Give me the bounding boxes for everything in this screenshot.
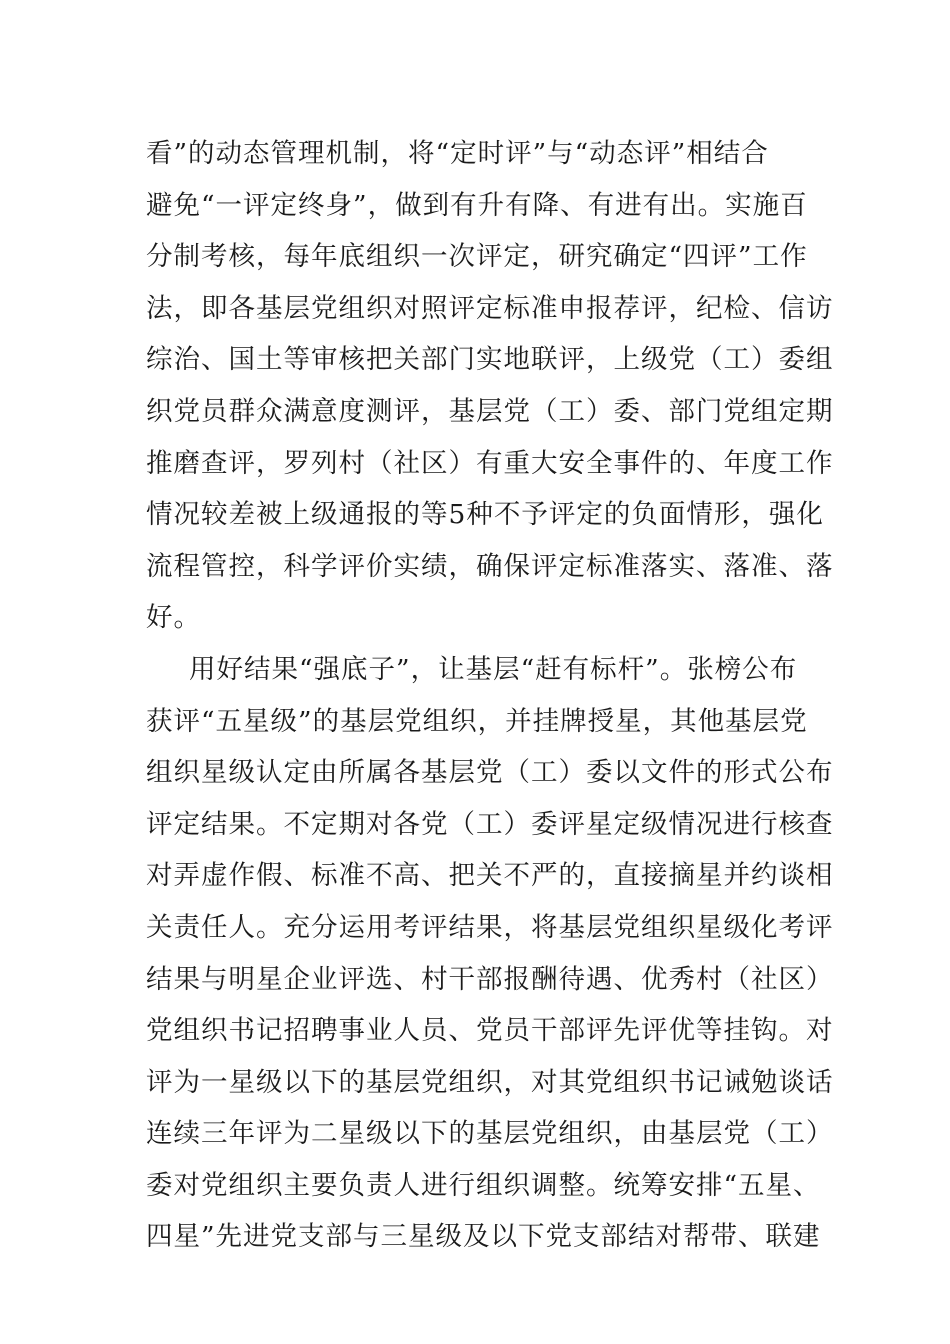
text-line: 织党员群众满意度测评，基层党（工）委、部门党组定期 <box>146 395 834 427</box>
text-line: 连续三年评为二星级以下的基层党组织，由基层党（工） <box>146 1118 834 1150</box>
text-line: 分制考核，每年底组织一次评定，研究确定“四评”工作 <box>146 241 808 273</box>
text-line: 组织星级认定由所属各基层党（工）委以文件的形式公布 <box>146 757 834 789</box>
text-line: 评定结果。不定期对各党（工）委评星定级情况进行核查 <box>146 808 834 840</box>
text-line: 情况较差被上级通报的等5种不予评定的负面情形，强化 <box>146 499 824 531</box>
text-line: 综治、国土等审核把关部门实地联评，上级党（工）委组 <box>146 344 834 376</box>
text-line: 结果与明星企业评选、村干部报酬待遇、优秀村（社区） <box>146 963 834 995</box>
text-line: 党组织书记招聘事业人员、党员干部评先评优等挂钩。对 <box>146 1015 834 1047</box>
text-line: 四星”先进党支部与三星级及以下党支部结对帮带、联建 <box>146 1221 821 1253</box>
body-text <box>146 128 834 1263</box>
text-line: 法，即各基层党组织对照评定标准申报荐评，纪检、信访 <box>146 292 834 324</box>
text-line: 好。 <box>146 602 201 634</box>
text-line: 推磨查评，罗列村（社区）有重大安全事件的、年度工作 <box>146 447 834 479</box>
text-line: 委对党组织主要负责人进行组织调整。统筹安排“五星、 <box>146 1169 821 1201</box>
text-line: 关责任人。充分运用考评结果，将基层党组织星级化考评 <box>146 911 834 943</box>
paragraph-start-line: 用好结果“强底子”，让基层“赶有标杆”。张榜公布 <box>189 653 798 685</box>
text-line: 看”的动态管理机制，将“定时评”与“动态评”相结合 <box>146 138 769 169</box>
text-line: 获评“五星级”的基层党组织，并挂牌授星，其他基层党 <box>146 705 808 737</box>
text-line: 流程管控，科学评价实绩，确保评定标准落实、落准、落 <box>146 550 834 582</box>
text-line: 避免“一评定终身”，做到有升有降、有进有出。实施百 <box>146 189 808 221</box>
text-line: 对弄虚作假、标准不高、把关不严的，直接摘星并约谈相 <box>146 860 834 892</box>
text-line: 评为一星级以下的基层党组织，对其党组织书记诫勉谈话 <box>146 1066 834 1098</box>
